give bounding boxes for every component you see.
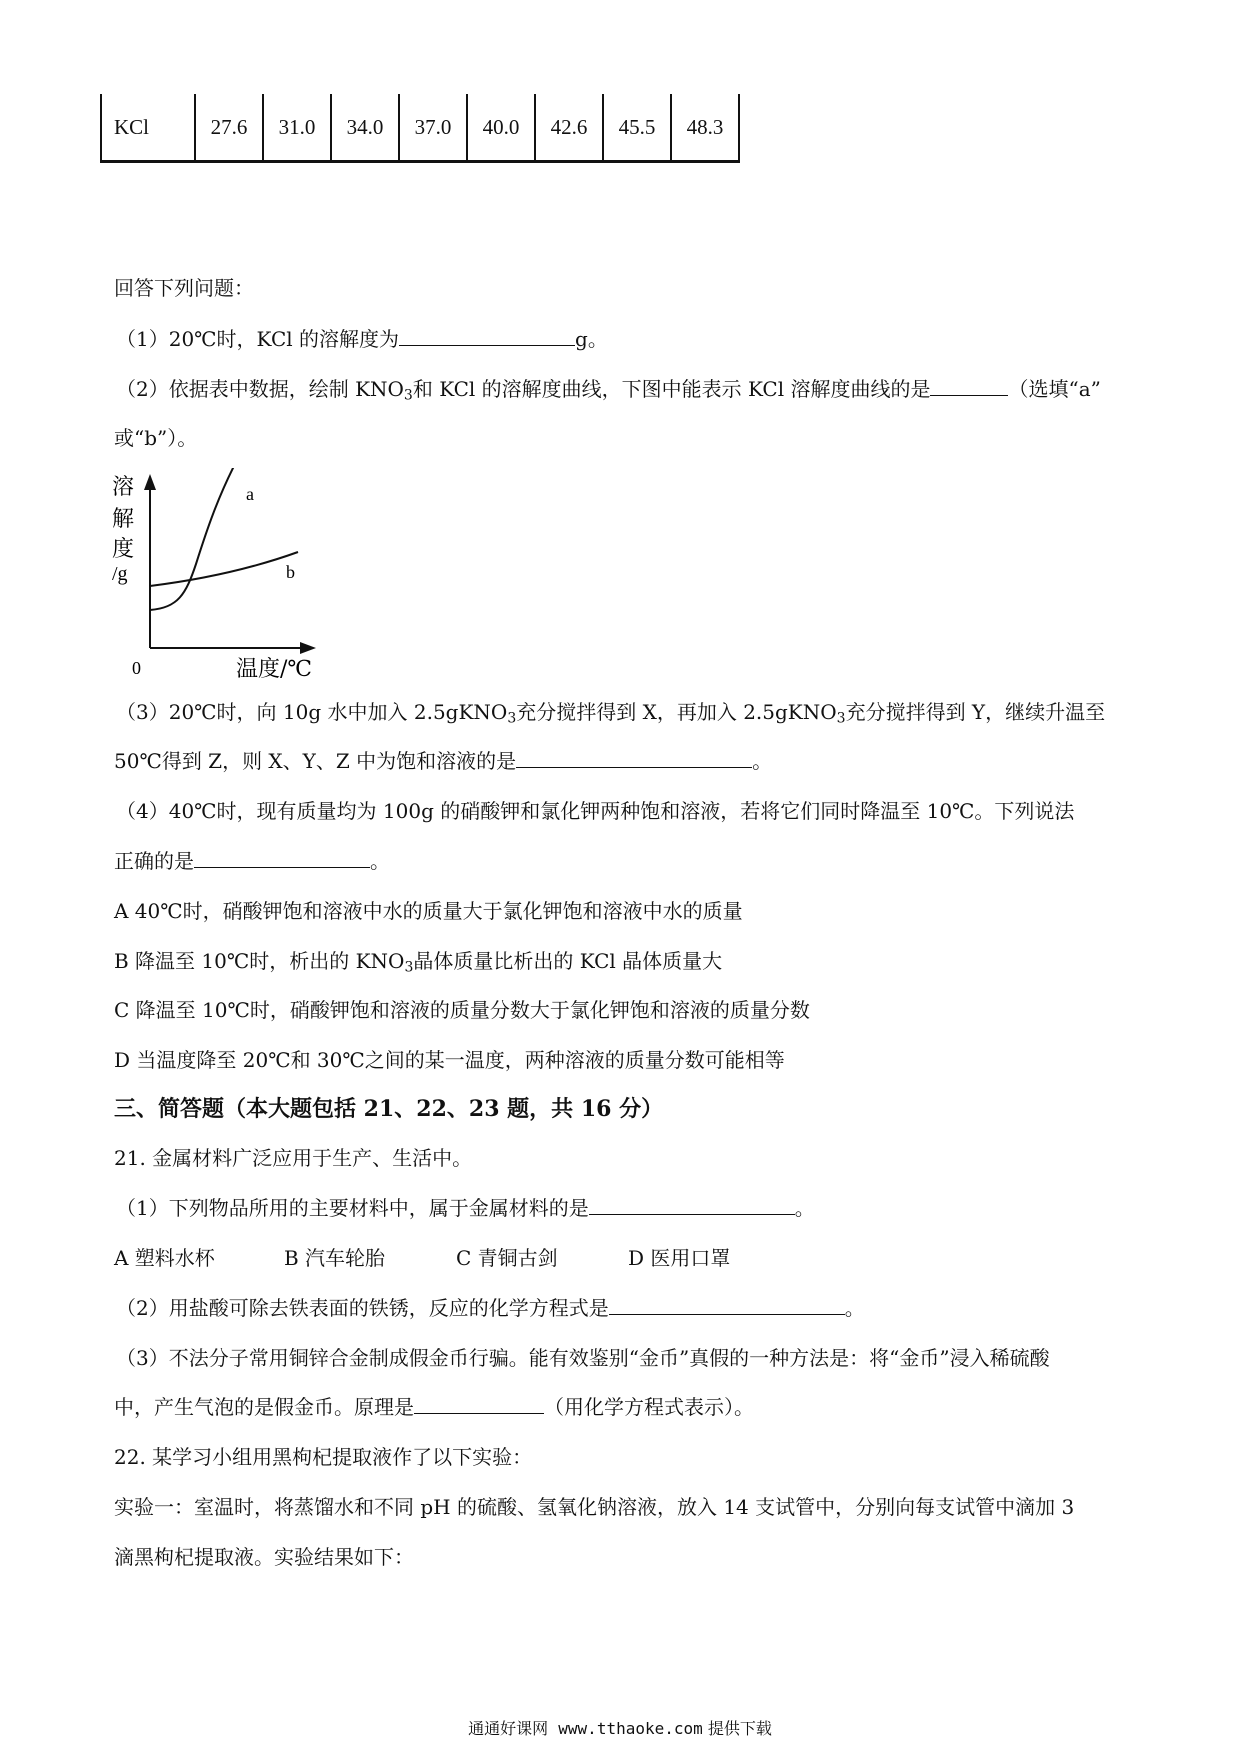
answer-blank[interactable] bbox=[399, 323, 575, 346]
table-cell: 34.0 bbox=[331, 94, 399, 162]
question-21-part-1: （1）下列物品所用的主要材料中，属于金属材料的是 。 bbox=[116, 1192, 815, 1221]
page-footer bbox=[0, 1716, 1240, 1739]
table-cell: 42.6 bbox=[535, 94, 603, 162]
question-4-line-1: （4）40℃时，现有质量均为 100g 的硝酸钾和氯化钾两种饱和溶液，若将它们同时降温至 10℃。下列说法 bbox=[116, 799, 1075, 823]
answer-blank[interactable] bbox=[194, 845, 370, 868]
solubility-curve-graph bbox=[108, 468, 318, 680]
y-label-unit: /g bbox=[112, 563, 128, 585]
answer-blank[interactable] bbox=[516, 745, 752, 768]
question-21-part-2: （2）用盐酸可除去铁表面的铁锈，反应的化学方程式是 。 bbox=[116, 1292, 865, 1321]
option-c: C 降温至 10℃时，硝酸钾饱和溶液的质量分数大于氯化钾饱和溶液的质量分数 bbox=[114, 998, 810, 1022]
option-d: D 当温度降至 20℃和 30℃之间的某一温度，两种溶液的质量分数可能相等 bbox=[114, 1048, 785, 1072]
curve-a bbox=[150, 468, 234, 610]
answer-blank[interactable] bbox=[609, 1292, 845, 1315]
y-label-char: 溶 bbox=[112, 475, 135, 500]
option-d: D 医用口罩 bbox=[628, 1246, 731, 1270]
section-heading: 三、简答题（本大题包括 21、22、23 题，共 16 分） bbox=[114, 1096, 664, 1122]
table-cell: 40.0 bbox=[467, 94, 535, 162]
question-21-part-3-line-1: （3）不法分子常用铜锌合金制成假金币行骗。能有效鉴别“金币”真假的一种方法是：将“金币”浸入稀硫酸 bbox=[116, 1346, 1050, 1370]
option-a: A 塑料水杯 bbox=[114, 1246, 215, 1270]
table-cell: 31.0 bbox=[263, 94, 331, 162]
answer-blank[interactable] bbox=[589, 1192, 795, 1215]
question-3-line-1: （3）20℃时，向 10g 水中加入 2.5gKNO$_3$充分搅拌得到 X，再加入 2.5gKNO$_3$充分搅拌得到 Y，继续升温至 bbox=[116, 700, 1106, 727]
table-row bbox=[101, 94, 739, 162]
y-axis-arrow bbox=[144, 474, 156, 490]
question-21-stem: 21. 金属材料广泛应用于生产、生活中。 bbox=[114, 1146, 473, 1170]
solubility-table bbox=[100, 94, 740, 163]
table-cell: 27.6 bbox=[195, 94, 263, 162]
curve-a-label: a bbox=[246, 484, 254, 504]
option-b: B 降温至 10℃时，析出的 $KNO_3$晶体质量比析出的 KCl 晶体质量大 bbox=[114, 949, 723, 976]
option-c: C 青铜古剑 bbox=[456, 1246, 558, 1270]
footer-tail: 提供下载 bbox=[707, 1719, 772, 1738]
curve-b-label: b bbox=[286, 562, 295, 582]
table-cell: 48.3 bbox=[671, 94, 739, 162]
footer-site: 通通好课网 bbox=[468, 1719, 549, 1738]
y-label-char: 度 bbox=[112, 537, 135, 562]
x-axis-arrow bbox=[300, 642, 316, 654]
question-2-line-2: 或“b”）。 bbox=[114, 426, 198, 450]
option-a: A 40℃时，硝酸钾饱和溶液中水的质量大于氯化钾饱和溶液中水的质量 bbox=[114, 899, 743, 923]
experiment-1-line-2: 滴黑枸杞提取液。实验结果如下： bbox=[114, 1545, 414, 1569]
answer-blank[interactable] bbox=[414, 1391, 544, 1414]
question-21-options bbox=[114, 1242, 730, 1271]
intro-text: 回答下列问题： bbox=[114, 276, 254, 300]
table-cell-substance: KCl bbox=[101, 94, 195, 162]
question-21-part-3-line-2: 中，产生气泡的是假金币。原理是 （用化学方程式表示）。 bbox=[114, 1391, 754, 1420]
table-cell: 45.5 bbox=[603, 94, 671, 162]
y-label-char: 解 bbox=[112, 507, 135, 532]
curve-b bbox=[150, 552, 298, 586]
answer-blank[interactable] bbox=[930, 373, 1008, 396]
x-axis-label: 温度/℃ bbox=[236, 657, 313, 680]
footer-url[interactable]: www.tthaoke.com bbox=[558, 1719, 703, 1738]
question-4-line-2: 正确的是 。 bbox=[114, 845, 390, 874]
question-2-line-1: （2）依据表中数据，绘制 $KNO_3$和 KCl 的溶解度曲线，下图中能表示 KCl 溶解度曲线的是 （选填“a” bbox=[116, 373, 1101, 402]
question-22-stem: 22. 某学习小组用黑枸杞提取液作了以下实验： bbox=[114, 1445, 533, 1469]
question-1: （1）20℃时，KCl 的溶解度为 g。 bbox=[116, 323, 608, 352]
question-3-line-2: 50℃得到 Z，则 X、Y、Z 中为饱和溶液的是 。 bbox=[114, 745, 772, 774]
option-b: B 汽车轮胎 bbox=[284, 1246, 386, 1270]
experiment-1-line-1: 实验一：室温时，将蒸馏水和不同 pH 的硫酸、氢氧化钠溶液，放入 14 支试管中，分别向每支试管中滴加 3 bbox=[114, 1495, 1075, 1519]
table-cell: 37.0 bbox=[399, 94, 467, 162]
origin-label: 0 bbox=[132, 658, 141, 678]
